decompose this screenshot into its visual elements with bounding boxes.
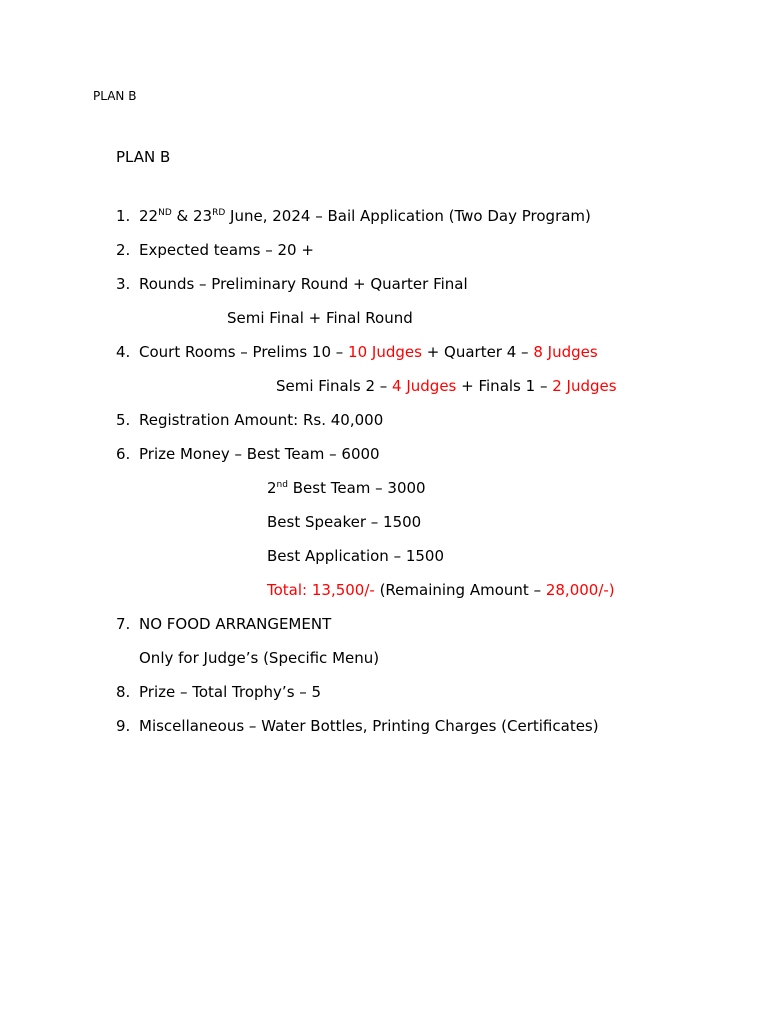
total-amount: Total: 13,500/- <box>267 581 375 599</box>
item-2-number: 2. <box>116 241 131 259</box>
item-5-number: 5. <box>116 411 131 429</box>
date-suffix-1: ND <box>158 208 172 218</box>
second-best-team <box>267 479 426 497</box>
best-application: Best Application – 1500 <box>267 547 445 565</box>
item-3-continuation: Semi Final + Final Round <box>227 309 413 327</box>
second-best-team-text: Best Team – 3000 <box>287 479 426 497</box>
date-day-1: 22 <box>139 207 159 225</box>
item-7-number: 7. <box>116 615 131 633</box>
item-5-text: Registration Amount: Rs. 40,000 <box>139 411 384 429</box>
item-3-number: 3. <box>116 275 131 293</box>
item-6-number: 6. <box>116 445 131 463</box>
quarter-text: + Quarter 4 – <box>421 343 534 361</box>
prelims-text: Court Rooms – Prelims 10 – <box>139 343 349 361</box>
item-4-continuation <box>276 377 617 395</box>
page-header: PLAN B <box>93 89 137 103</box>
item-4-text <box>139 343 598 361</box>
item-9-number: 9. <box>116 717 131 735</box>
item-8-number: 8. <box>116 683 131 701</box>
remaining-label: (Remaining Amount – <box>374 581 546 599</box>
best-speaker: Best Speaker – 1500 <box>267 513 422 531</box>
item-2-text: Expected teams – 20 + <box>139 241 314 259</box>
quarter-judges: 8 Judges <box>533 343 598 361</box>
finals-judges: 2 Judges <box>552 377 617 395</box>
date-suffix-2: RD <box>212 208 226 218</box>
item-3-text: Rounds – Preliminary Round + Quarter Final <box>139 275 468 293</box>
remaining-amount: 28,000/-) <box>545 581 615 599</box>
semi-judges: 4 Judges <box>392 377 457 395</box>
semi-text: Semi Finals 2 – <box>276 377 393 395</box>
date-and: & <box>171 207 193 225</box>
prelims-judges: 10 Judges <box>348 343 422 361</box>
event-description: June, 2024 – Bail Application (Two Day Program) <box>225 207 591 225</box>
item-7-continuation: Only for Judge’s (Specific Menu) <box>139 649 380 667</box>
item-8-text: Prize – Total Trophy’s – 5 <box>139 683 322 701</box>
item-9-text: Miscellaneous – Water Bottles, Printing Charges (Certificates) <box>139 717 599 735</box>
item-7-text: NO FOOD ARRANGEMENT <box>139 615 332 633</box>
finals-text: + Finals 1 – <box>456 377 553 395</box>
second-suffix: nd <box>276 480 288 490</box>
item-6-text: Prize Money – Best Team – 6000 <box>139 445 380 463</box>
document-title: PLAN B <box>116 148 171 166</box>
date-day-2: 23 <box>193 207 213 225</box>
item-4-number: 4. <box>116 343 131 361</box>
item-1-number: 1. <box>116 207 131 225</box>
item-1-text <box>139 207 591 225</box>
prize-total <box>267 581 615 599</box>
second-number: 2 <box>267 479 277 497</box>
